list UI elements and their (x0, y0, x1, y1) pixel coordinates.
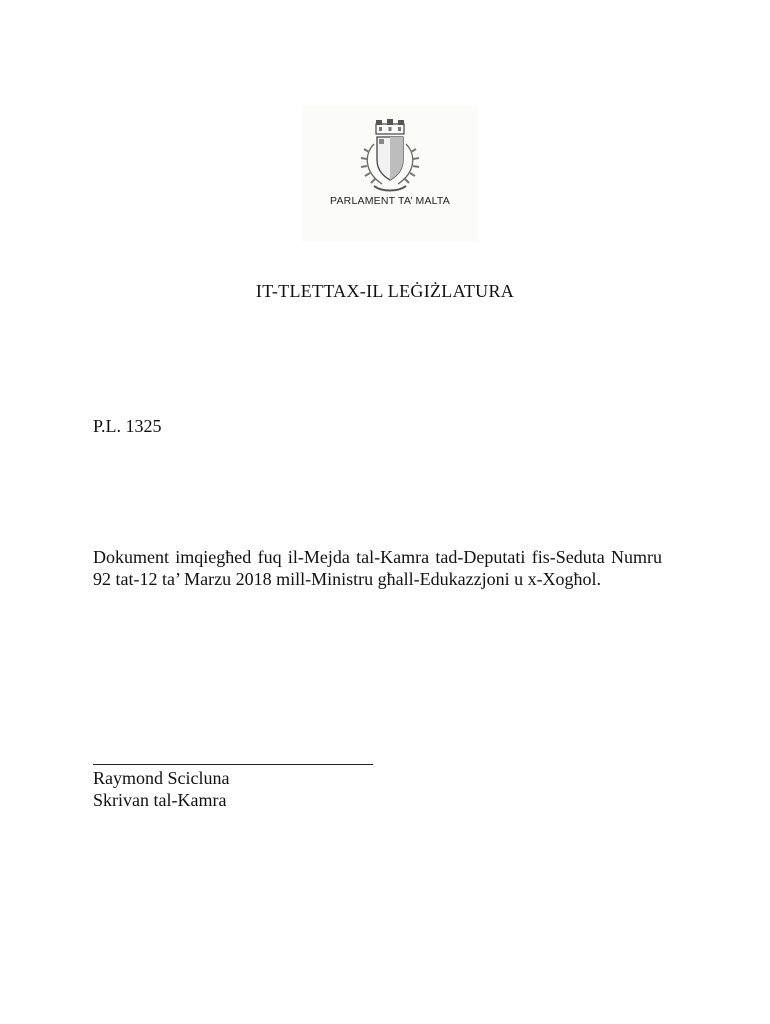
parliament-logo (302, 106, 478, 242)
signature-line (93, 764, 373, 765)
parliament-name: PARLAMENT TA’ MALTA (330, 195, 450, 207)
signatory-block (93, 767, 229, 811)
signatory-name: Raymond Scicluna (93, 768, 230, 788)
signatory-title: Skrivan tal-Kamra (93, 790, 227, 810)
document-body-text: Dokument imqiegħed fuq il-Mejda tal-Kamra tad-Deputati fis-Seduta Numru 92 tat-12 ta’ Marzu 2018 mill-Ministru għall-Edukazzjoni u x-Xogħol. (93, 547, 662, 589)
malta-coat-of-arms-icon (352, 118, 428, 200)
paper-laid-reference: P.L. 1325 (93, 416, 162, 436)
legislature-heading: IT-TLETTAX-IL LEĠIŻLATURA (255, 281, 515, 301)
